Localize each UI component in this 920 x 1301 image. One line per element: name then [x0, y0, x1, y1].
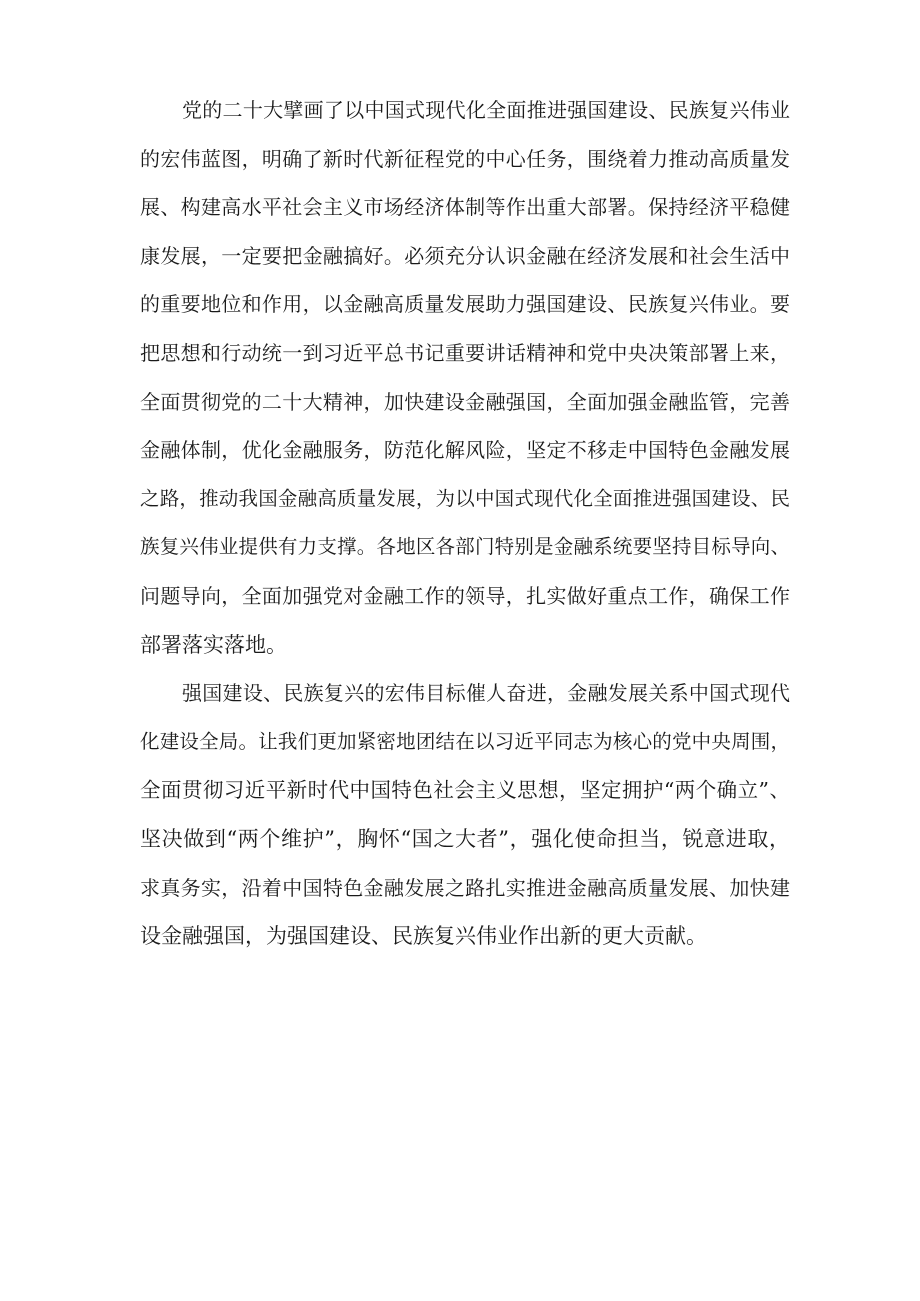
paragraph-line: 把思想和行动统一到习近平总书记重要讲话精神和党中央决策部署上来，: [140, 340, 790, 365]
paragraph-line: 化建设全局。让我们更加紧密地团结在以习近平同志为核心的党中央周围，: [140, 729, 790, 753]
paragraph-line: 设金融强国，为强国建设、民族复兴伟业作出新的更大贡献。: [140, 924, 707, 949]
paragraph-line: 展、构建高水平社会主义市场经济体制等作出重大部署。保持经济平稳健: [140, 195, 790, 220]
paragraph-line: 的宏伟蓝图，明确了新时代新征程党的中心任务，围绕着力推动高质量发: [140, 146, 790, 171]
paragraph-line: 族复兴伟业提供有力支撑。各地区各部门特别是金融系统要坚持目标导向、: [140, 535, 790, 559]
paragraph-line: 康发展，一定要把金融搞好。必须充分认识金融在经济发展和社会生活中: [140, 243, 790, 268]
paragraph-line: 求真务实，沿着中国特色金融发展之路扎实推进金融高质量发展、加快建: [140, 875, 790, 900]
paragraph-line: 坚决做到“两个维护”，胸怀“国之大者”，强化使命担当，锐意进取，: [140, 826, 790, 851]
paragraph-line: 全面贯彻习近平新时代中国特色社会主义思想，坚定拥护“两个确立”、: [140, 778, 790, 803]
paragraph-line: 部署落实落地。: [140, 632, 287, 657]
paragraph-line: 问题导向，全面加强党对金融工作的领导，扎实做好重点工作，确保工作: [140, 583, 790, 608]
paragraph-line: 强国建设、民族复兴的宏伟目标催人奋进，金融发展关系中国式现代: [182, 681, 790, 706]
paragraph-2: [140, 669, 790, 961]
paragraph-line: 金融体制，优化金融服务，防范化解风险，坚定不移走中国特色金融发展: [140, 438, 790, 463]
document-body: [140, 86, 790, 961]
paragraph-line: 全面贯彻党的二十大精神，加快建设金融强国，全面加强金融监管，完善: [140, 389, 790, 414]
paragraph-line: 党的二十大擘画了以中国式现代化全面推进强国建设、民族复兴伟业: [182, 98, 790, 122]
paragraph-line: 的重要地位和作用，以金融高质量发展助力强国建设、民族复兴伟业。要: [140, 292, 790, 317]
paragraph-line: 之路，推动我国金融高质量发展，为以中国式现代化全面推进强国建设、民: [140, 486, 790, 510]
paragraph-1: [140, 86, 790, 669]
